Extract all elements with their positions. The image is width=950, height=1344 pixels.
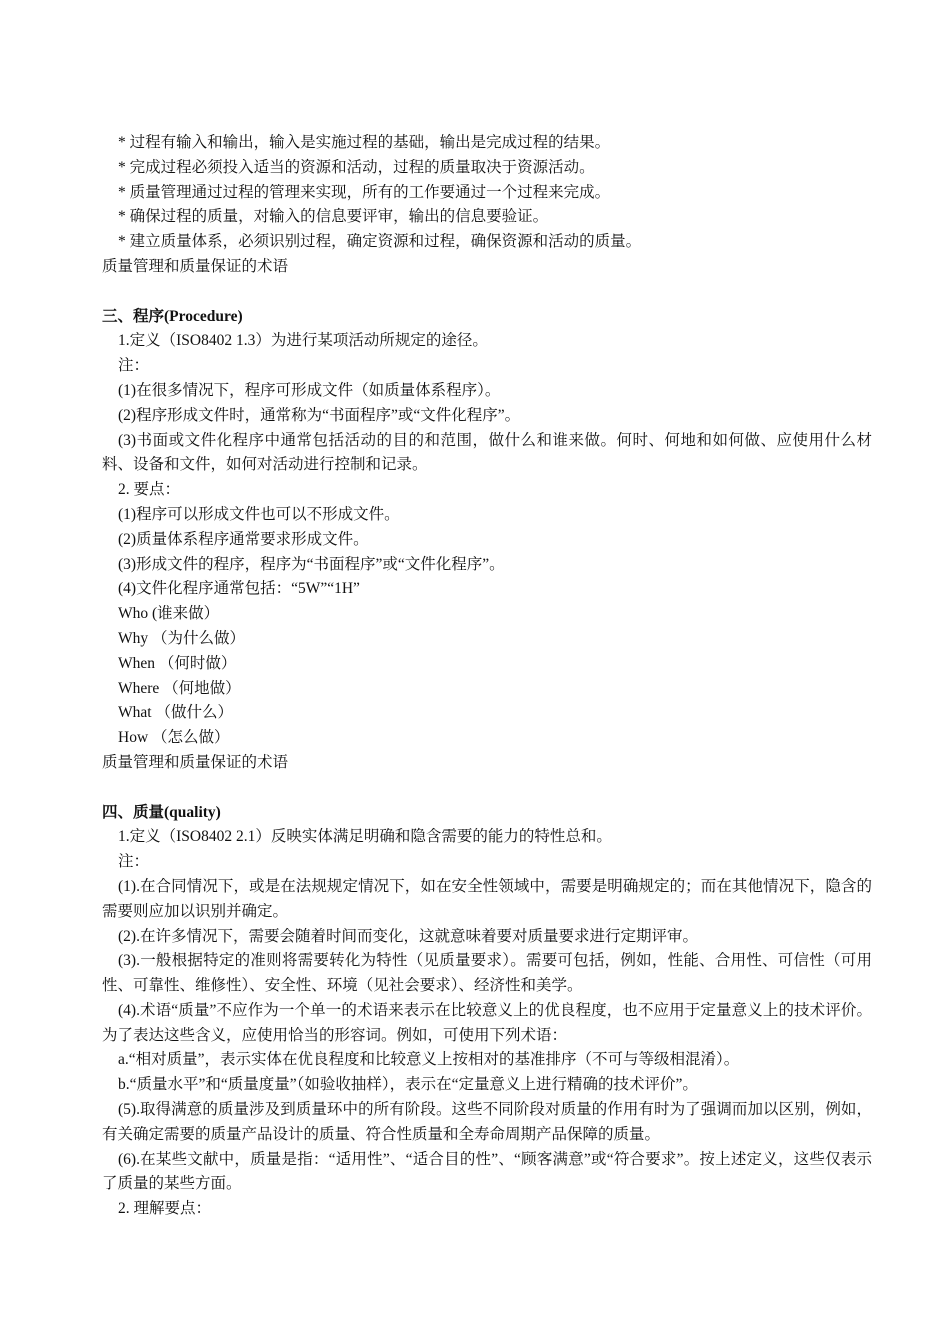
blank-line — [102, 776, 872, 801]
bullet-line: * 完成过程必须投入适当的资源和活动，过程的质量取决于资源活动。 — [118, 158, 595, 176]
w-how: How （怎么做） — [118, 729, 230, 747]
procedure-point-2: (2)质量体系程序通常要求形成文件。 — [118, 530, 369, 548]
procedure-note-label: 注： — [118, 357, 150, 375]
w-where: Where （何地做） — [118, 679, 241, 697]
quality-note-4: (4).术语“质量”不应作为一个单一的术语来表示在比较意义上的优良程度，也不应用于定量意义上的技术评价。为了表达这些含义，应使用恰当的形容词。例如，可使用下列术语： — [102, 1001, 872, 1044]
w-who: Who (谁来做） — [118, 605, 220, 623]
section-title: 质量管理和质量保证的术语 — [102, 257, 289, 275]
w-why: Why （为什么做） — [118, 629, 246, 647]
procedure-heading: 三、程序(Procedure) — [102, 307, 243, 325]
section-title: 质量管理和质量保证的术语 — [102, 753, 289, 771]
bullet-line: * 确保过程的质量，对输入的信息要评审，输出的信息要验证。 — [118, 208, 549, 226]
quality-note-2: (2).在许多情况下，需要会随着时间而变化，这就意味着要对质量要求进行定期评审。 — [118, 927, 698, 945]
quality-points-label: 2. 理解要点： — [118, 1200, 212, 1218]
bullet-line: * 建立质量体系，必须识别过程，确定资源和过程，确保资源和活动的质量。 — [118, 233, 642, 251]
quality-note-4b: b.“质量水平”和“质量度量”（如验收抽样），表示在“定量意义上进行精确的技术评价”。 — [118, 1076, 698, 1094]
quality-note-label: 注： — [118, 853, 150, 871]
quality-note-6: (6).在某些文献中，质量是指：“适用性”、“适合目的性”、“顾客满意”或“符合要求”。按上述定义，这些仅表示了质量的某些方面。 — [102, 1150, 872, 1193]
quality-note-3: (3).一般根据特定的准则将需要转化为特性（见质量要求）。需要可包括，例如，性能、合用性、可信性（可用性、可靠性、维修性）、安全性、环境（见社会要求）、经济性和美学。 — [102, 952, 872, 995]
procedure-point-3: (3)形成文件的程序，程序为“书面程序”或“文件化程序”。 — [118, 555, 505, 573]
procedure-point-1: (1)程序可以形成文件也可以不形成文件。 — [118, 505, 400, 523]
w-when: When （何时做） — [118, 654, 237, 672]
document-page — [102, 131, 872, 1222]
bullet-line: * 质量管理通过过程的管理来实现，所有的工作要通过一个过程来完成。 — [118, 183, 611, 201]
procedure-note-1: (1)在很多情况下，程序可形成文件（如质量体系程序）。 — [118, 381, 501, 399]
quality-note-4a: a.“相对质量”，表示实体在优良程度和比较意义上按相对的基准排序（不可与等级相混淆）。 — [118, 1051, 740, 1069]
quality-note-1: (1).在合同情况下，或是在法规规定情况下，如在安全性领域中，需要是明确规定的；而在其他情况下，隐含的需要则应加以识别并确定。 — [102, 877, 872, 920]
quality-note-5: (5).取得满意的质量涉及到质量环中的所有阶段。这些不同阶段对质量的作用有时为了强调而加以区别，例如，有关确定需要的质量产品设计的质量、符合性质量和全寿命周期产品保障的质量。 — [102, 1101, 872, 1143]
procedure-note-3: (3)书面或文件化程序中通常包括活动的目的和范围，做什么和谁来做。何时、何地和如何做、应使用什么材料、设备和文件，如何对活动进行控制和记录。 — [102, 431, 872, 474]
procedure-definition: 1.定义（ISO8402 1.3）为进行某项活动所规定的途径。 — [118, 332, 488, 350]
procedure-note-2: (2)程序形成文件时，通常称为“书面程序”或“文件化程序”。 — [118, 406, 521, 424]
bullet-line: * 过程有输入和输出，输入是实施过程的基础，输出是完成过程的结果。 — [118, 134, 611, 151]
quality-heading: 四、质量(quality) — [102, 803, 221, 821]
procedure-points-label: 2. 要点： — [118, 481, 181, 499]
quality-definition: 1.定义（ISO8402 2.1）反映实体满足明确和隐含需要的能力的特性总和。 — [118, 828, 612, 846]
w-what: What （做什么） — [118, 704, 233, 722]
blank-line — [102, 280, 872, 305]
procedure-point-4: (4)文件化程序通常包括：“5W”“1H” — [118, 580, 360, 598]
